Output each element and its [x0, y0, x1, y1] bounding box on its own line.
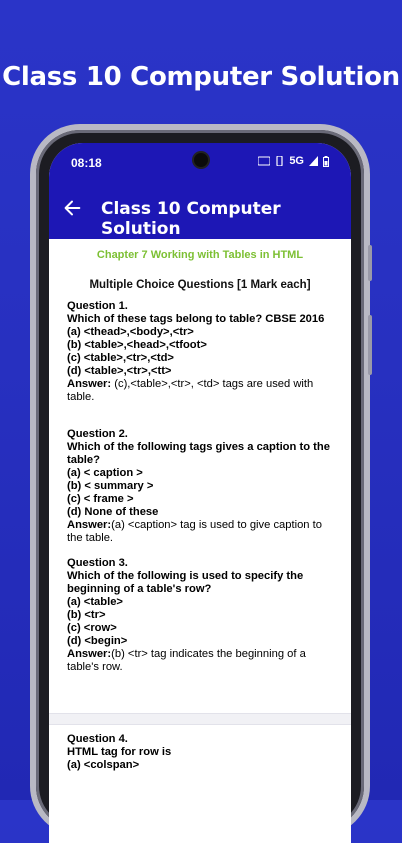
question-block-3	[67, 557, 337, 674]
app-bar	[49, 181, 351, 239]
signal-icon	[309, 156, 318, 166]
option: (d) <table>,<tr>,<tt>	[67, 365, 172, 377]
question-block-4	[67, 733, 337, 772]
battery-icon	[323, 156, 329, 167]
back-arrow-icon[interactable]	[61, 197, 83, 219]
promo-headline: Class 10 Computer Solution	[2, 62, 400, 92]
question-label: Question 2.	[67, 428, 128, 440]
content-area[interactable]	[49, 239, 351, 843]
question-block-2	[67, 428, 337, 545]
phone-screen	[49, 143, 351, 843]
option: (c) <table>,<tr>,<td>	[67, 352, 174, 364]
data-speed-icon	[258, 156, 270, 166]
option: (b) <tr>	[67, 609, 106, 621]
front-camera	[194, 153, 208, 167]
question-text: Which of these tags belong to table? CBSE 2016	[67, 313, 325, 325]
answer-label: Answer:	[67, 519, 112, 531]
question-label: Question 3.	[67, 557, 128, 569]
chapter-title: Chapter 7 Working with Tables in HTML	[96, 249, 304, 261]
option: (a) <table>	[67, 596, 123, 608]
option: (b) < summary >	[67, 480, 154, 492]
question-label: Question 4.	[67, 733, 128, 745]
option: (c) <row>	[67, 622, 117, 634]
volume-button	[368, 245, 372, 281]
vibrate-icon	[275, 156, 284, 166]
question-text: Which of the following is used to specify the beginning of a table's row?	[67, 570, 304, 595]
option: (b) <table>,<head>,<tfoot>	[67, 339, 207, 351]
answer-text: (b) <tr> tag indicates the beginning of a table's row.	[67, 648, 306, 673]
status-time: 08:18	[71, 156, 102, 170]
answer-text: (c),<table>,<tr>, <td> tags are used with table.	[67, 378, 314, 403]
answer	[67, 519, 337, 545]
power-button	[368, 315, 372, 375]
question-text: Which of the following tags gives a caption to the table?	[67, 441, 330, 466]
question-block-1	[67, 300, 337, 404]
question-text: HTML tag for row is	[67, 746, 172, 758]
card-divider	[49, 713, 351, 725]
question-label: Question 1.	[67, 300, 128, 312]
option: (c) < frame >	[67, 493, 134, 505]
answer	[67, 378, 337, 404]
option: (a) <colspan>	[67, 759, 140, 771]
network-type: 5G	[289, 155, 304, 167]
answer-text: (a) <caption> tag is used to give caption to the table.	[67, 519, 322, 544]
phone-frame	[36, 130, 364, 830]
option: (a) <thead>,<body>,<tr>	[67, 326, 194, 338]
status-bar	[49, 143, 351, 181]
answer	[67, 648, 337, 674]
section-title: Multiple Choice Questions [1 Mark each]	[89, 279, 311, 291]
option: (a) < caption >	[67, 467, 143, 479]
status-icons	[258, 155, 329, 167]
answer-label: Answer:	[67, 378, 112, 390]
app-bar-title: Class 10 Computer Solution	[101, 199, 281, 239]
answer-label: Answer:	[67, 648, 112, 660]
option: (d) None of these	[67, 506, 159, 518]
option: (d) <begin>	[67, 635, 128, 647]
